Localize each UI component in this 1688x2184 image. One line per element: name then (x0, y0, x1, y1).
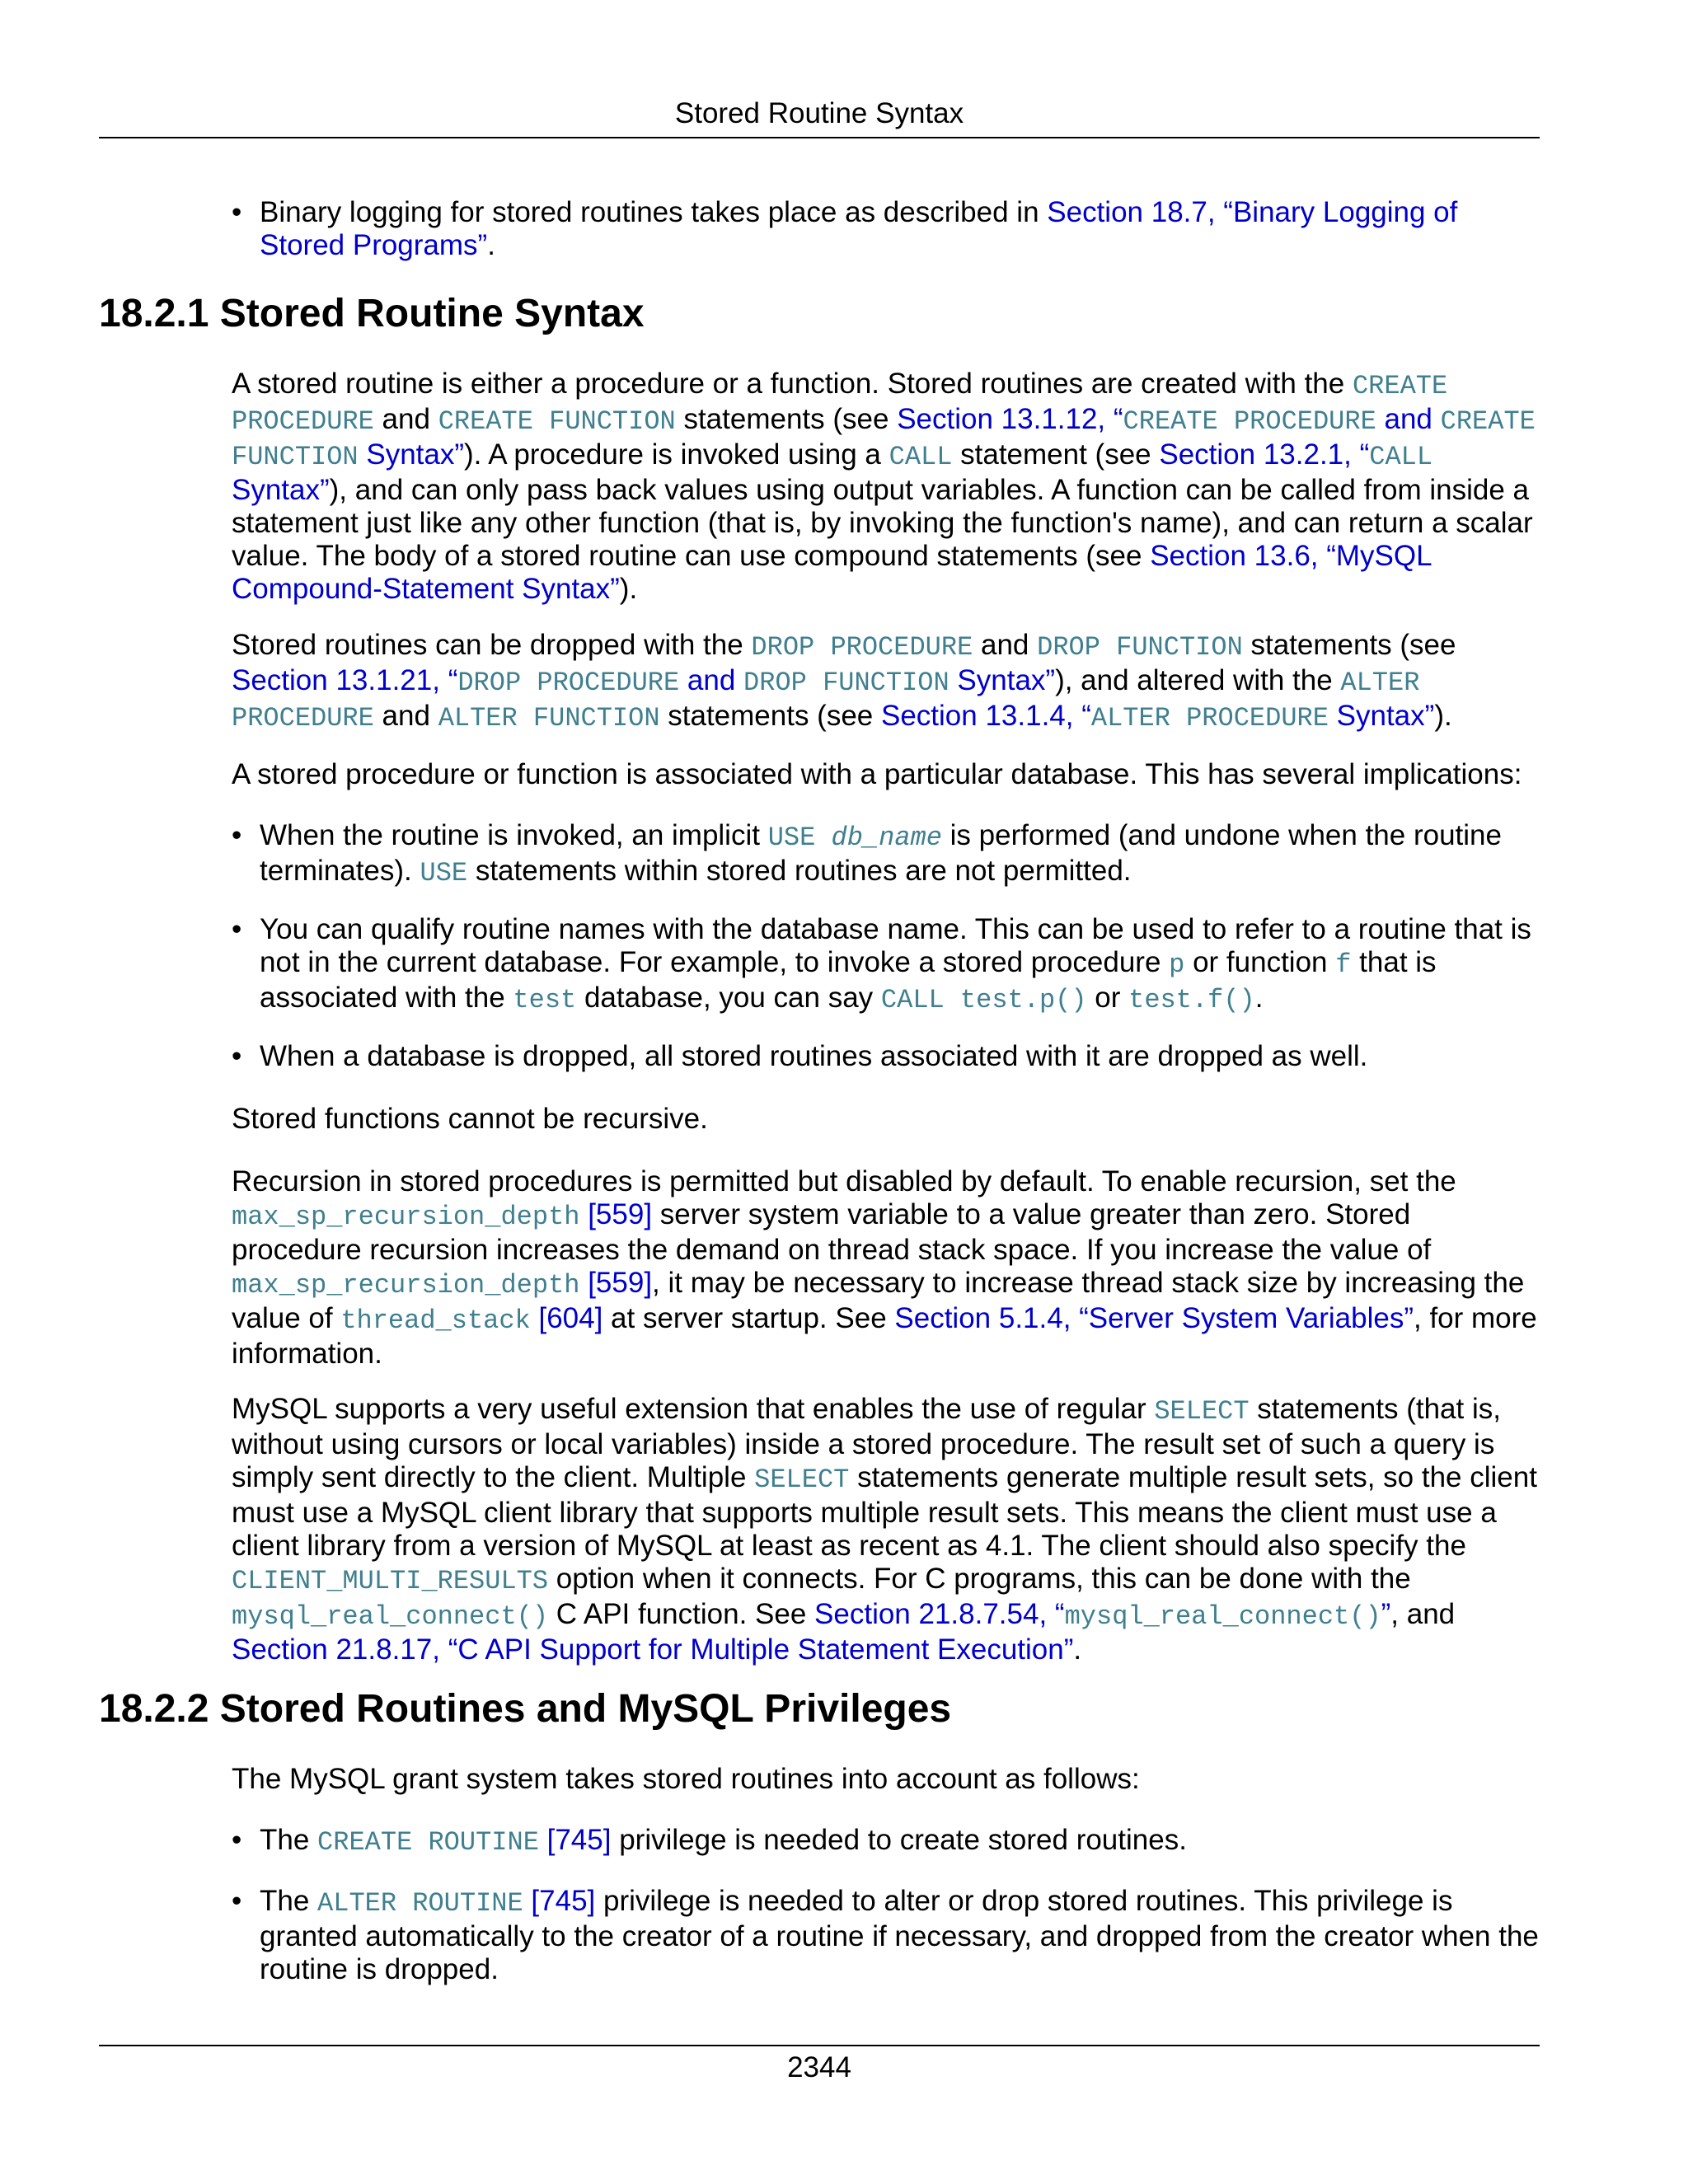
link-binary-logging[interactable]: Section 18.7, “Binary Logging of Stored Programs” (260, 196, 1458, 261)
link-ref-745-second[interactable]: [745] (523, 1885, 596, 1917)
link-create-procedure-syntax[interactable]: Section 13.1.12, “CREATE PROCEDURE and CREATE FUNCTION Syntax” (232, 403, 1536, 472)
bullet-implicit-use (232, 819, 1542, 890)
bullet-marker: • (232, 1824, 242, 1856)
header-rule (99, 137, 1540, 138)
link-call-syntax[interactable]: Section 13.2.1, “CALL Syntax” (232, 438, 1433, 506)
link-ref-604[interactable]: [604] (530, 1302, 603, 1334)
link-server-system-variables[interactable]: Section 5.1.4, “Server System Variables” (894, 1302, 1414, 1334)
link-drop-procedure-syntax[interactable]: Section 13.1.21, “DROP PROCEDURE and DROP FUNCTION Syntax” (232, 664, 1056, 698)
bullet-database-dropped (232, 1040, 1542, 1073)
paragraph-not-recursive: Stored functions cannot be recursive. (232, 1103, 708, 1135)
bullet-marker: • (232, 913, 242, 945)
section-heading-stored-routine-syntax: 18.2.1 Stored Routine Syntax (99, 292, 645, 335)
page-number: 2344 (787, 2051, 851, 2083)
link-ref-745[interactable]: [745] (538, 1824, 612, 1856)
footer-rule (99, 2045, 1540, 2046)
bullet-marker: • (232, 196, 242, 228)
link-multiple-statement-execution[interactable]: Section 21.8.17, “C API Support for Multiple Statement Execution” (232, 1633, 1074, 1666)
paragraph-create-routines: A stored routine is either a procedure or a function. Stored routines are created with the CREATE PROCEDURE and CREATE FUNCTION statements (see Section 13.1.12, “CREATE PROCEDURE and CREATE FUNCTION Syntax”). A procedure is invoked using a CALL statement (see Section 13.2.1, “CALL Syntax”), and can only pass back values using output variables. A function can be called from inside a statement just like any other function (that is, by invoking the function's name), and can return a scalar value. The body of a stored routine can use compound statements (see Section 13.6, “MySQL Compound-Statement Syntax”). (232, 368, 1536, 605)
paragraph-recursion: Recursion in stored procedures is permitted but disabled by default. To enable recursion, set the max_sp_recursion_depth [559] server system variable to a value greater than zero. Stored procedure recursion increases the demand on thread stack space. If you increase the value of max_sp_recursion_depth [559], it may be necessary to increase thread stack size by increasing the value of thread_stack [604] at server startup. See Section 5.1.4, “Server System Variables”, for more information. (232, 1165, 1537, 1370)
bullet-text: The ALTER ROUTINE [745] privilege is needed to alter or drop stored routines. This privilege is granted automatically to the creator of a routine if necessary, and dropped from the creator when the routine is dropped. (260, 1885, 1539, 1985)
paragraph-drop-alter: Stored routines can be dropped with the DROP PROCEDURE and DROP FUNCTION statements (see Section 13.1.21, “DROP PROCEDURE and DROP FUNCTION Syntax”), and altered with the ALTER PROCEDURE and ALTER FUNCTION statements (see Section 13.1.4, “ALTER PROCEDURE Syntax”). (232, 629, 1456, 733)
link-alter-procedure-syntax[interactable]: Section 13.1.4, “ALTER PROCEDURE Syntax” (880, 700, 1435, 733)
bullet-text: Binary logging for stored routines takes place as described in Section 18.7, “Binary Logging of Stored Programs”. (260, 196, 1458, 261)
bullet-text: You can qualify routine names with the database name. This can be used to refer to a routine that is not in the current database. For example, to invoke a stored procedure p or function f that is associated with the test database, you can say CALL test.p() or test.f(). (260, 913, 1531, 1015)
bullet-create-routine (232, 1824, 1542, 1859)
bullet-marker: • (232, 1885, 242, 1917)
bullet-marker: • (232, 819, 242, 851)
bullet-marker: • (232, 1040, 242, 1072)
section-heading-privileges: 18.2.2 Stored Routines and MySQL Privileges (99, 1687, 952, 1731)
bullet-alter-routine (232, 1885, 1542, 1986)
bullet-text: When the routine is invoked, an implicit USE db_name is performed (and undone when the routine terminates). USE statements within stored routines are not permitted. (260, 819, 1502, 888)
bullet-text: The CREATE ROUTINE [745] privilege is needed to create stored routines. (260, 1824, 1187, 1858)
link-mysql-real-connect[interactable]: Section 21.8.7.54, “mysql_real_connect()” (814, 1598, 1391, 1632)
running-header: Stored Routine Syntax (674, 97, 964, 129)
link-ref-559[interactable]: [559] (579, 1198, 653, 1230)
bullet-binary-logging (232, 196, 1542, 262)
paragraph-grant-system: The MySQL grant system takes stored routines into account as follows: (232, 1763, 1140, 1795)
paragraph-database-association: A stored procedure or function is associated with a particular database. This has several implications: (232, 758, 1522, 790)
paragraph-select-extension: MySQL supports a very useful extension that enables the use of regular SELECT statements (that is, without using cursors or local variables) inside a stored procedure. The result set of such a query is simply sent directly to the client. Multiple SELECT statements generate multiple result sets, so the client must use a MySQL client library that supports multiple result sets. This means the client must use a client library from a version of MySQL at least as recent as 4.1. The client should also specify the CLIENT_MULTI_RESULTS option when it connects. For C programs, this can be done with the mysql_real_connect() C API function. See Section 21.8.7.54, “mysql_real_connect()”, and Section 21.8.17, “C API Support for Multiple Statement Execution”. (232, 1393, 1537, 1666)
bullet-text: When a database is dropped, all stored routines associated with it are dropped as well. (260, 1040, 1368, 1072)
link-compound-statement-syntax[interactable]: Section 13.6, “MySQL Compound-Statement Syntax” (232, 540, 1432, 605)
link-ref-559-second[interactable]: [559] (579, 1267, 653, 1299)
bullet-qualify-names (232, 913, 1542, 1017)
